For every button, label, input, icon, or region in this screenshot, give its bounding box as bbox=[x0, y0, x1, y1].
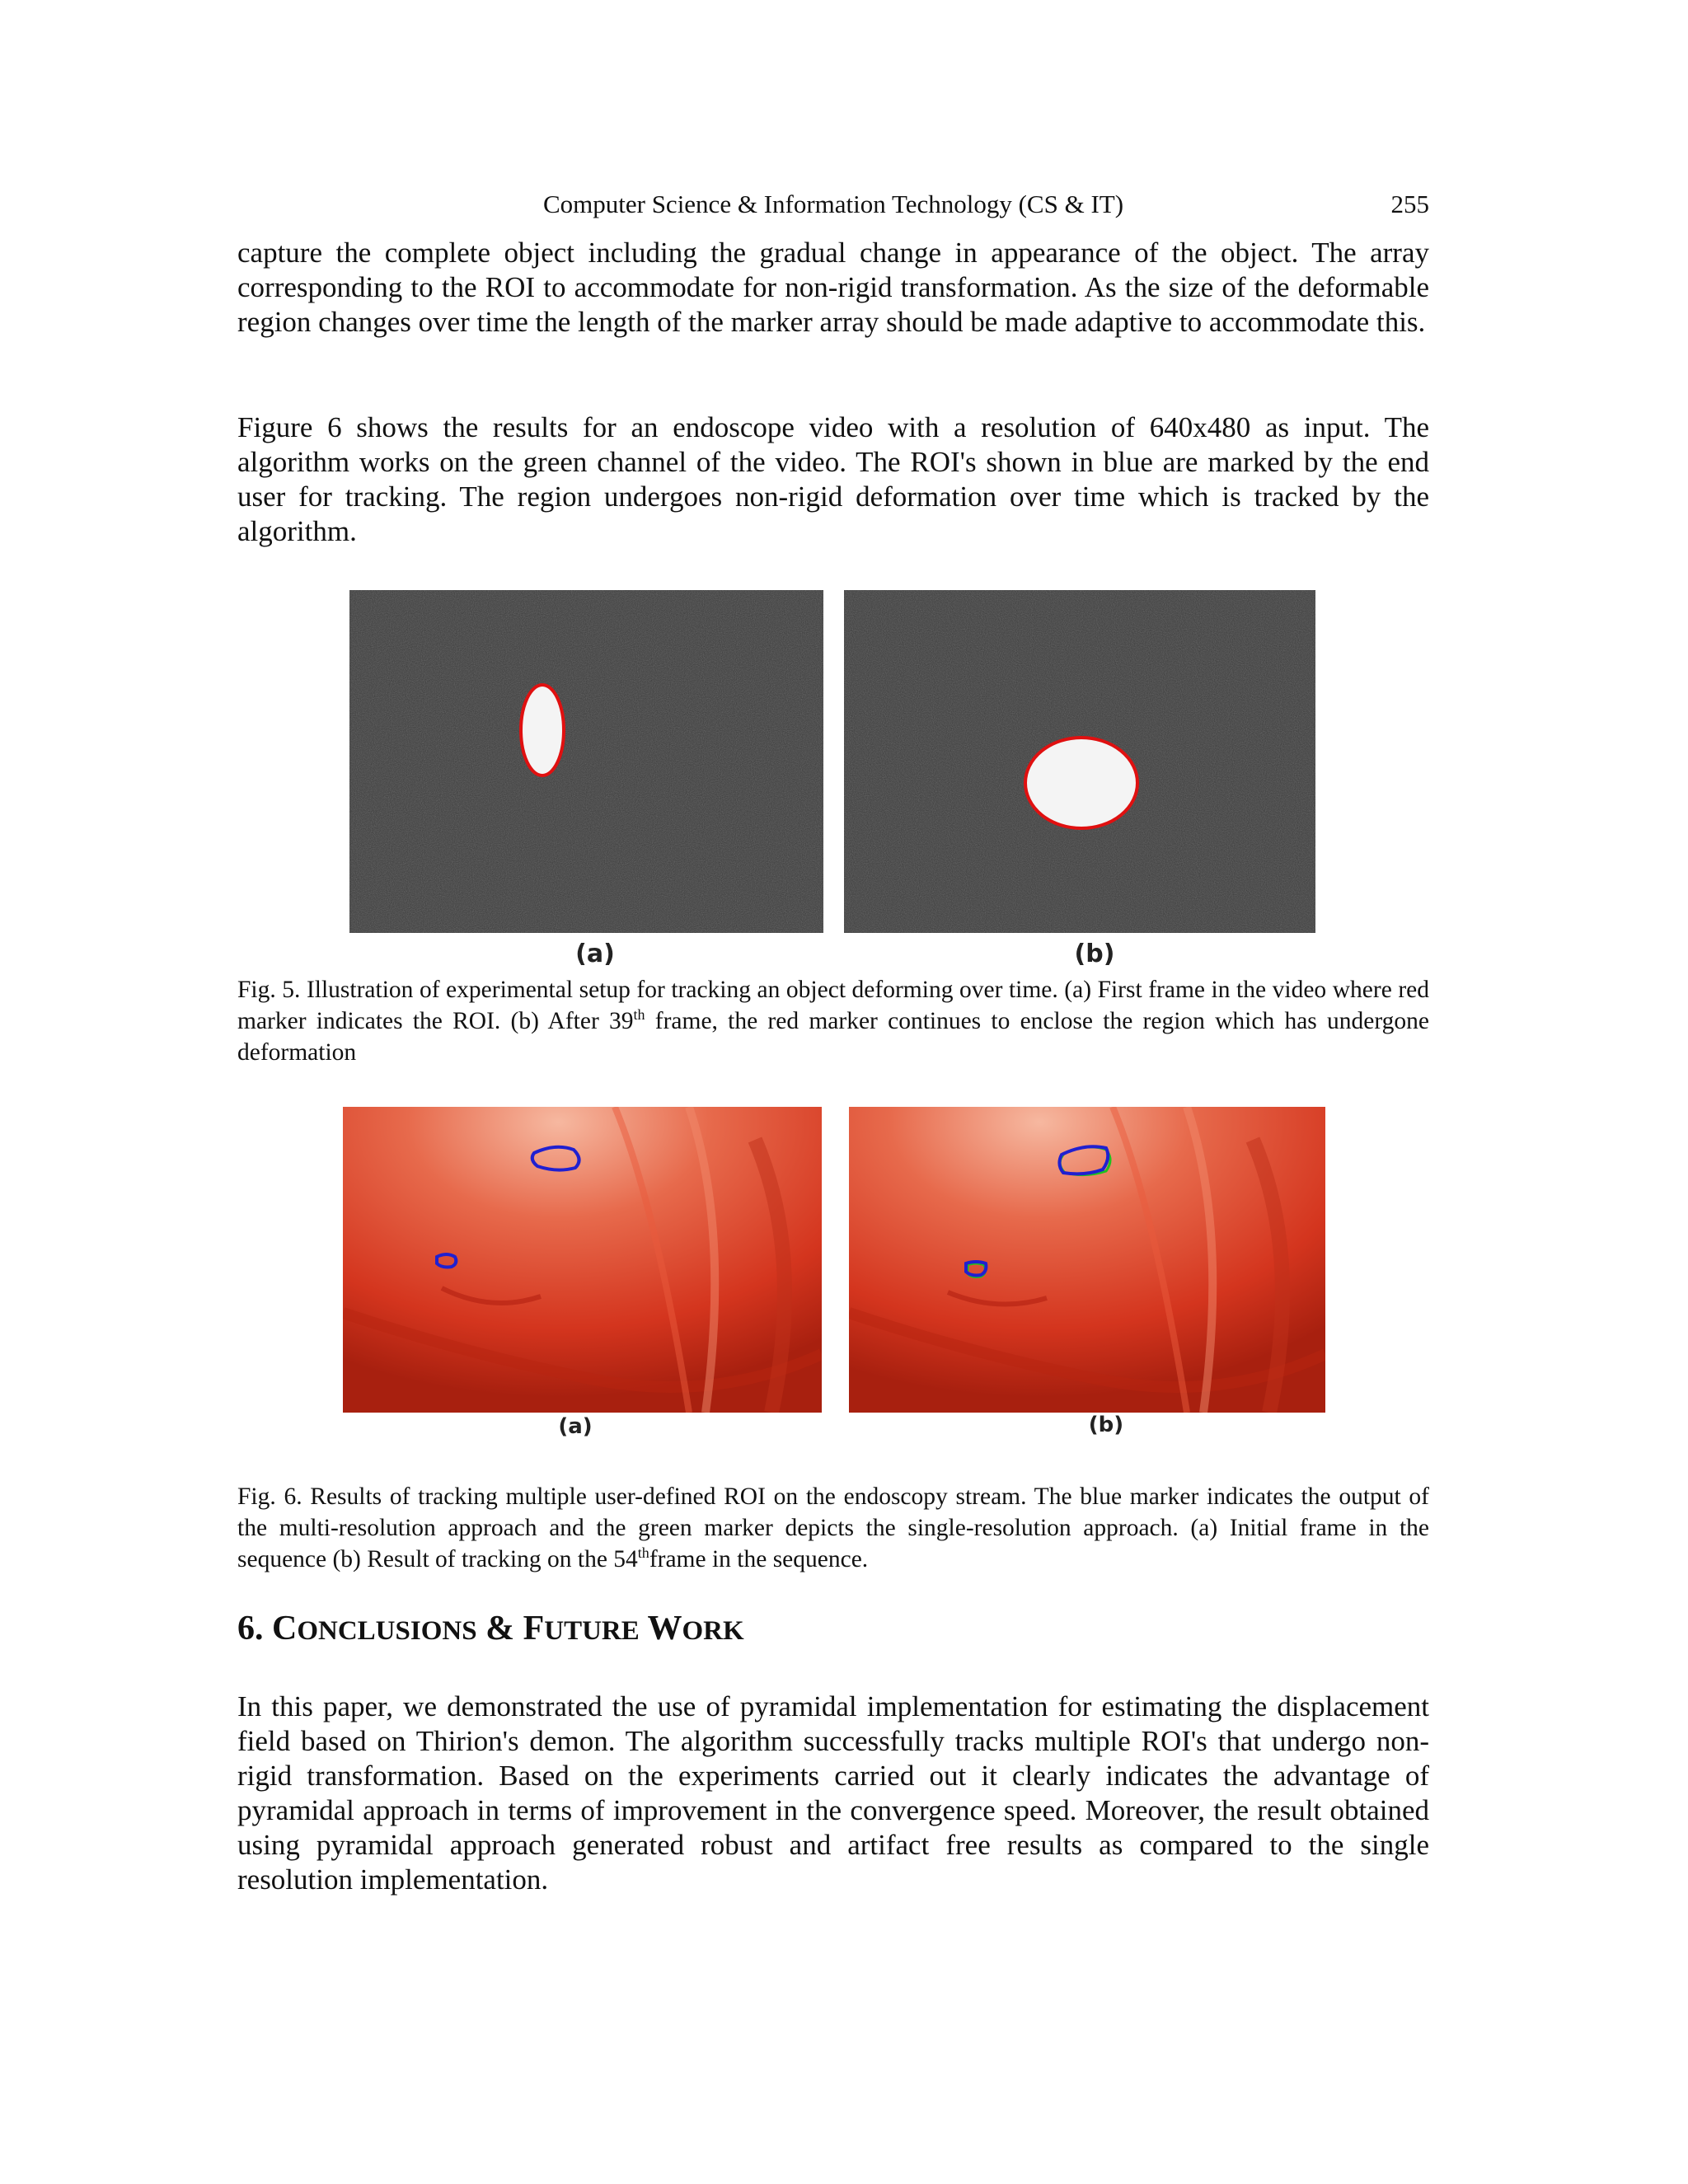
page-number: 255 bbox=[1390, 190, 1429, 218]
figure6-panel-a bbox=[343, 1107, 822, 1413]
figure5-panel-b bbox=[844, 590, 1315, 933]
figure6-panel-b bbox=[849, 1107, 1325, 1413]
paragraph-1: capture the complete object including the gradual change in appearance of the object. The array corresponding to the ROI to accommodate for non-rigid transformation. As the size of the deformable region changes over time the length of the marker array should be made adaptive to accommodate this. bbox=[237, 237, 1429, 338]
paragraph-conclusions: In this paper, we demonstrated the use of pyramidal implementation for estimating the displacement field based on Thirion's demon. The algorithm successfully tracks multiple ROI's that undergo non-rigid transformation. Based on the experiments carried out it clearly indicates the advantage of pyramidal approach in terms of improvement in the convergence speed. Moreover, the result obtained using pyramidal approach generated robust and artifact free results as compared to the single resolution implementation. bbox=[237, 1690, 1429, 1896]
deformed-object bbox=[1025, 738, 1137, 828]
paragraph-2: Figure 6 shows the results for an endoscope video with a resolution of 640x480 as input. The algorithm works on the green channel of the video. The ROI's shown in blue are marked by the end user for tracking. The region undergoes non-rigid deformation over time which is tracked by the algorithm. bbox=[237, 411, 1429, 547]
figure5-panel-a bbox=[349, 590, 823, 933]
running-header bbox=[237, 186, 1429, 223]
figure5-label-b: (b) bbox=[1074, 940, 1115, 968]
ellipse-object bbox=[521, 685, 564, 776]
figure5-caption: Fig. 5. Illustration of experimental setup for tracking an object deforming over time. (a) First frame in the video where red marker indicates the ROI. (b) After 39th frame, the red marker continues to enclose the region which has undergone deformation bbox=[237, 977, 1429, 1066]
journal-title: Computer Science & Information Technology (CS & IT) bbox=[542, 190, 1124, 218]
figure6-label-b: (b) bbox=[1088, 1413, 1124, 1437]
section-heading: 6. CONCLUSIONS & FUTURE WORK bbox=[237, 1610, 744, 1647]
figure5-label-a: (a) bbox=[575, 940, 615, 968]
figure6-caption: Fig. 6. Results of tracking multiple user-defined ROI on the endoscopy stream. The blue marker indicates the output of the multi-resolution approach and the green marker depicts the single-resolution approach. (a) Initial frame in the sequence (b) Result of tracking on the 54thframe in the sequence. bbox=[237, 1483, 1429, 1572]
figure6-label-a: (a) bbox=[558, 1414, 593, 1439]
